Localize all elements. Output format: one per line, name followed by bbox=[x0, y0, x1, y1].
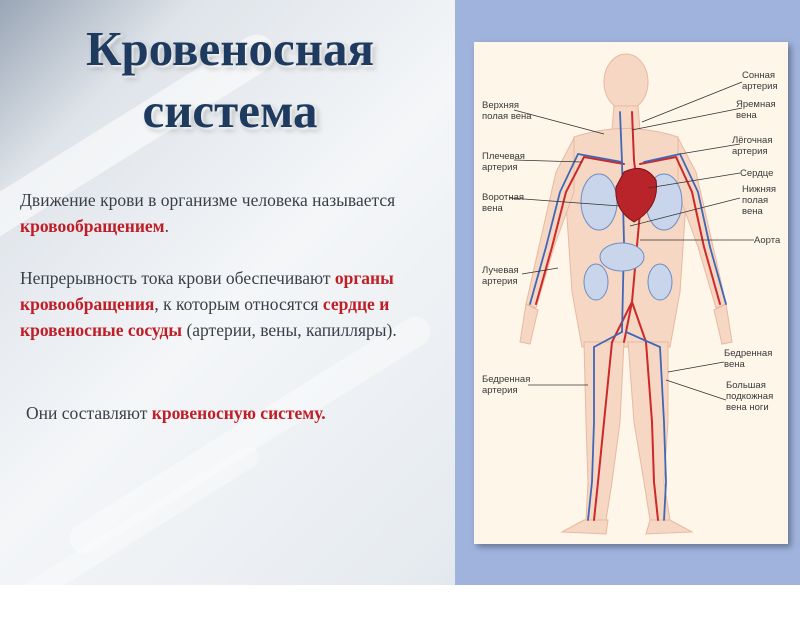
circulatory-system-figure bbox=[474, 42, 788, 544]
highlight-organs: органы кровообращения bbox=[20, 268, 394, 314]
system-text: Они составляют bbox=[26, 403, 152, 423]
highlight-system: кровеносную систему. bbox=[151, 403, 326, 423]
head-silhouette bbox=[604, 54, 648, 110]
leader-line bbox=[666, 380, 726, 400]
label-femoral-vein: Бедренная вена bbox=[724, 348, 773, 370]
label-portal-vein: Воротная вена bbox=[482, 192, 525, 214]
left-hand-silhouette bbox=[714, 304, 732, 344]
label-great-saphenous-vein: Большая подкожная вена ноги bbox=[726, 380, 774, 413]
highlight-heart-vessels: сердце и кровеносные сосуды bbox=[20, 294, 390, 340]
paragraph-organs bbox=[20, 265, 440, 343]
right-lung bbox=[581, 174, 617, 230]
organs-text-c: (артерии, вены, капилляры). bbox=[182, 320, 397, 340]
leader-line bbox=[680, 144, 740, 154]
leader-line bbox=[668, 362, 724, 372]
right-kidney bbox=[584, 264, 608, 300]
leader-line bbox=[642, 82, 742, 122]
definition-text: Движение крови в организме человека называется bbox=[20, 190, 396, 210]
right-foot-silhouette bbox=[562, 520, 608, 534]
paragraph-system bbox=[26, 400, 446, 426]
label-superior-vena-cava: Верхняя полая вена bbox=[482, 100, 532, 122]
liver bbox=[600, 243, 644, 271]
organs-text-a: Непрерывность тока крови обеспечивают bbox=[20, 268, 335, 288]
paragraph-definition bbox=[20, 187, 440, 239]
label-femoral-artery: Бедренная артерия bbox=[482, 374, 531, 396]
label-aorta: Аорта bbox=[754, 235, 781, 246]
label-jugular-vein: Яремная вена bbox=[736, 99, 776, 121]
label-brachial-artery: Плечевая артерия bbox=[482, 151, 525, 173]
title-line-1: Кровеносная bbox=[86, 21, 374, 76]
label-radial-artery: Лучевая артерия bbox=[482, 265, 519, 287]
right-hand-silhouette bbox=[520, 304, 538, 344]
label-heart: Сердце bbox=[740, 168, 774, 179]
highlight-circulation: кровообращением bbox=[20, 216, 165, 236]
organs-text-b: , к которым относятся bbox=[154, 294, 323, 314]
background-streak bbox=[64, 311, 436, 559]
label-carotid-artery: Сонная артерия bbox=[742, 70, 778, 92]
bottom-strip bbox=[0, 585, 800, 600]
right-arm-silhouette bbox=[526, 138, 574, 308]
left-kidney bbox=[648, 264, 672, 300]
title-line-2: система bbox=[142, 83, 318, 138]
left-foot-silhouette bbox=[646, 520, 692, 534]
label-inferior-vena-cava: Нижняя полая вена bbox=[742, 184, 777, 217]
neck-silhouette bbox=[612, 106, 640, 130]
definition-end: . bbox=[164, 216, 169, 236]
label-pulmonary-artery: Лёгочная артерия bbox=[732, 135, 773, 157]
slide-title bbox=[20, 18, 440, 142]
